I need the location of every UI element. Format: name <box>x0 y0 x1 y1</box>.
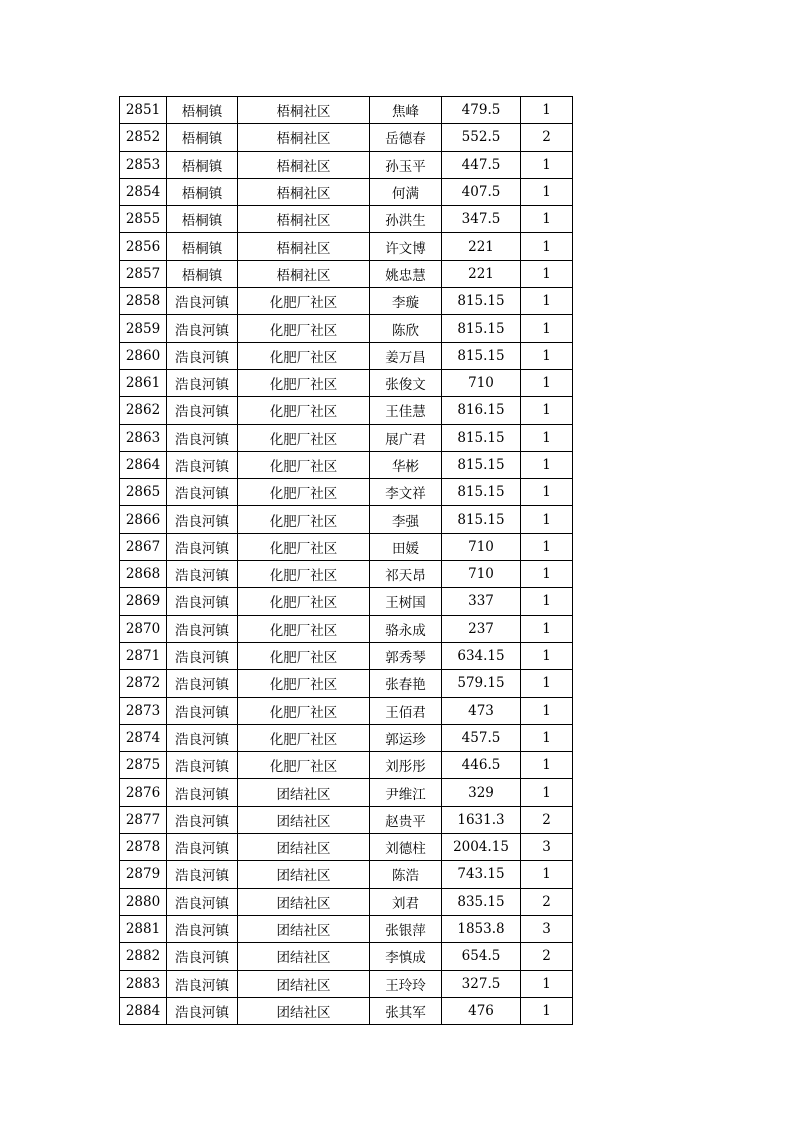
count-cell: 1 <box>521 479 573 506</box>
community-cell: 团结社区 <box>238 806 370 833</box>
community-cell: 团结社区 <box>238 779 370 806</box>
town-cell: 浩良河镇 <box>167 424 238 451</box>
town-cell: 浩良河镇 <box>167 861 238 888</box>
table-row <box>120 834 573 861</box>
community-cell: 化肥厂社区 <box>238 642 370 669</box>
town-cell: 浩良河镇 <box>167 752 238 779</box>
community-cell: 梧桐社区 <box>238 151 370 178</box>
name-cell: 王树国 <box>370 588 442 615</box>
community-cell: 团结社区 <box>238 943 370 970</box>
count-cell: 1 <box>521 997 573 1024</box>
town-cell: 浩良河镇 <box>167 970 238 997</box>
amount-cell: 815.15 <box>442 451 521 478</box>
amount-cell: 221 <box>442 260 521 287</box>
community-cell: 梧桐社区 <box>238 124 370 151</box>
amount-cell: 815.15 <box>442 506 521 533</box>
row-number-cell: 2857 <box>120 260 167 287</box>
town-cell: 梧桐镇 <box>167 97 238 124</box>
count-cell: 1 <box>521 615 573 642</box>
row-number-cell: 2866 <box>120 506 167 533</box>
community-cell: 梧桐社区 <box>238 97 370 124</box>
row-number-cell: 2871 <box>120 642 167 669</box>
town-cell: 浩良河镇 <box>167 806 238 833</box>
town-cell: 梧桐镇 <box>167 233 238 260</box>
name-cell: 陈欣 <box>370 315 442 342</box>
community-cell: 化肥厂社区 <box>238 724 370 751</box>
count-cell: 1 <box>521 206 573 233</box>
table-row <box>120 997 573 1024</box>
table-row <box>120 260 573 287</box>
town-cell: 浩良河镇 <box>167 479 238 506</box>
town-cell: 浩良河镇 <box>167 834 238 861</box>
name-cell: 骆永成 <box>370 615 442 642</box>
town-cell: 浩良河镇 <box>167 997 238 1024</box>
community-cell: 化肥厂社区 <box>238 288 370 315</box>
name-cell: 姜万昌 <box>370 342 442 369</box>
community-cell: 梧桐社区 <box>238 178 370 205</box>
count-cell: 1 <box>521 342 573 369</box>
table-row <box>120 315 573 342</box>
count-cell: 1 <box>521 451 573 478</box>
row-number-cell: 2874 <box>120 724 167 751</box>
town-cell: 浩良河镇 <box>167 561 238 588</box>
table-row <box>120 288 573 315</box>
community-cell: 化肥厂社区 <box>238 561 370 588</box>
name-cell: 祁天昂 <box>370 561 442 588</box>
count-cell: 1 <box>521 260 573 287</box>
town-cell: 浩良河镇 <box>167 670 238 697</box>
community-cell: 梧桐社区 <box>238 233 370 260</box>
amount-cell: 473 <box>442 697 521 724</box>
count-cell: 2 <box>521 124 573 151</box>
name-cell: 华彬 <box>370 451 442 478</box>
table-row <box>120 479 573 506</box>
table-row <box>120 369 573 396</box>
amount-cell: 446.5 <box>442 752 521 779</box>
amount-cell: 2004.15 <box>442 834 521 861</box>
town-cell: 浩良河镇 <box>167 397 238 424</box>
town-cell: 浩良河镇 <box>167 888 238 915</box>
town-cell: 梧桐镇 <box>167 124 238 151</box>
amount-cell: 329 <box>442 779 521 806</box>
name-cell: 尹维江 <box>370 779 442 806</box>
table-row <box>120 806 573 833</box>
row-number-cell: 2864 <box>120 451 167 478</box>
row-number-cell: 2868 <box>120 561 167 588</box>
name-cell: 郭秀琴 <box>370 642 442 669</box>
community-cell: 化肥厂社区 <box>238 697 370 724</box>
count-cell: 1 <box>521 369 573 396</box>
row-number-cell: 2855 <box>120 206 167 233</box>
table-row <box>120 915 573 942</box>
town-cell: 浩良河镇 <box>167 369 238 396</box>
row-number-cell: 2856 <box>120 233 167 260</box>
table-row <box>120 124 573 151</box>
count-cell: 1 <box>521 233 573 260</box>
table-row <box>120 642 573 669</box>
table-row <box>120 752 573 779</box>
row-number-cell: 2852 <box>120 124 167 151</box>
count-cell: 3 <box>521 834 573 861</box>
count-cell: 1 <box>521 670 573 697</box>
community-cell: 团结社区 <box>238 997 370 1024</box>
count-cell: 1 <box>521 506 573 533</box>
town-cell: 浩良河镇 <box>167 451 238 478</box>
amount-cell: 1631.3 <box>442 806 521 833</box>
table-row <box>120 697 573 724</box>
row-number-cell: 2853 <box>120 151 167 178</box>
amount-cell: 552.5 <box>442 124 521 151</box>
name-cell: 展广君 <box>370 424 442 451</box>
table-row <box>120 561 573 588</box>
row-number-cell: 2875 <box>120 752 167 779</box>
name-cell: 陈浩 <box>370 861 442 888</box>
community-cell: 化肥厂社区 <box>238 451 370 478</box>
amount-cell: 327.5 <box>442 970 521 997</box>
town-cell: 浩良河镇 <box>167 915 238 942</box>
name-cell: 刘彤彤 <box>370 752 442 779</box>
count-cell: 1 <box>521 642 573 669</box>
row-number-cell: 2881 <box>120 915 167 942</box>
community-cell: 化肥厂社区 <box>238 424 370 451</box>
community-cell: 化肥厂社区 <box>238 533 370 560</box>
row-number-cell: 2883 <box>120 970 167 997</box>
table-row <box>120 970 573 997</box>
row-number-cell: 2858 <box>120 288 167 315</box>
amount-cell: 457.5 <box>442 724 521 751</box>
community-cell: 团结社区 <box>238 834 370 861</box>
name-cell: 王佳慧 <box>370 397 442 424</box>
town-cell: 梧桐镇 <box>167 206 238 233</box>
amount-cell: 479.5 <box>442 97 521 124</box>
amount-cell: 447.5 <box>442 151 521 178</box>
town-cell: 浩良河镇 <box>167 779 238 806</box>
community-cell: 化肥厂社区 <box>238 369 370 396</box>
data-table <box>119 96 573 1025</box>
name-cell: 赵贵平 <box>370 806 442 833</box>
count-cell: 1 <box>521 178 573 205</box>
table-row <box>120 861 573 888</box>
name-cell: 田媛 <box>370 533 442 560</box>
name-cell: 许文博 <box>370 233 442 260</box>
amount-cell: 815.15 <box>442 424 521 451</box>
row-number-cell: 2854 <box>120 178 167 205</box>
row-number-cell: 2876 <box>120 779 167 806</box>
community-cell: 梧桐社区 <box>238 260 370 287</box>
town-cell: 梧桐镇 <box>167 260 238 287</box>
community-cell: 梧桐社区 <box>238 206 370 233</box>
row-number-cell: 2877 <box>120 806 167 833</box>
row-number-cell: 2862 <box>120 397 167 424</box>
amount-cell: 579.15 <box>442 670 521 697</box>
town-cell: 梧桐镇 <box>167 151 238 178</box>
town-cell: 浩良河镇 <box>167 615 238 642</box>
count-cell: 1 <box>521 588 573 615</box>
amount-cell: 634.15 <box>442 642 521 669</box>
row-number-cell: 2872 <box>120 670 167 697</box>
amount-cell: 337 <box>442 588 521 615</box>
count-cell: 1 <box>521 533 573 560</box>
count-cell: 1 <box>521 151 573 178</box>
count-cell: 3 <box>521 915 573 942</box>
community-cell: 团结社区 <box>238 915 370 942</box>
table-row <box>120 206 573 233</box>
table-row <box>120 233 573 260</box>
community-cell: 化肥厂社区 <box>238 588 370 615</box>
table-row <box>120 888 573 915</box>
amount-cell: 710 <box>442 369 521 396</box>
amount-cell: 815.15 <box>442 315 521 342</box>
name-cell: 孙玉平 <box>370 151 442 178</box>
amount-cell: 221 <box>442 233 521 260</box>
row-number-cell: 2878 <box>120 834 167 861</box>
amount-cell: 1853.8 <box>442 915 521 942</box>
amount-cell: 743.15 <box>442 861 521 888</box>
name-cell: 张其军 <box>370 997 442 1024</box>
name-cell: 王玲玲 <box>370 970 442 997</box>
count-cell: 2 <box>521 888 573 915</box>
row-number-cell: 2879 <box>120 861 167 888</box>
name-cell: 王佰君 <box>370 697 442 724</box>
amount-cell: 710 <box>442 533 521 560</box>
count-cell: 1 <box>521 315 573 342</box>
name-cell: 李强 <box>370 506 442 533</box>
count-cell: 1 <box>521 724 573 751</box>
name-cell: 姚忠慧 <box>370 260 442 287</box>
town-cell: 浩良河镇 <box>167 724 238 751</box>
table-row <box>120 151 573 178</box>
table-row <box>120 533 573 560</box>
count-cell: 1 <box>521 752 573 779</box>
community-cell: 化肥厂社区 <box>238 479 370 506</box>
table-row <box>120 724 573 751</box>
name-cell: 郭运珍 <box>370 724 442 751</box>
town-cell: 浩良河镇 <box>167 533 238 560</box>
community-cell: 团结社区 <box>238 888 370 915</box>
count-cell: 1 <box>521 424 573 451</box>
row-number-cell: 2882 <box>120 943 167 970</box>
name-cell: 张俊文 <box>370 369 442 396</box>
count-cell: 1 <box>521 97 573 124</box>
name-cell: 何满 <box>370 178 442 205</box>
town-cell: 浩良河镇 <box>167 506 238 533</box>
row-number-cell: 2860 <box>120 342 167 369</box>
table-row <box>120 97 573 124</box>
table-row <box>120 943 573 970</box>
name-cell: 岳德春 <box>370 124 442 151</box>
table-row <box>120 397 573 424</box>
row-number-cell: 2867 <box>120 533 167 560</box>
table-row <box>120 779 573 806</box>
town-cell: 梧桐镇 <box>167 178 238 205</box>
town-cell: 浩良河镇 <box>167 342 238 369</box>
amount-cell: 237 <box>442 615 521 642</box>
table-row <box>120 588 573 615</box>
row-number-cell: 2884 <box>120 997 167 1024</box>
town-cell: 浩良河镇 <box>167 315 238 342</box>
amount-cell: 835.15 <box>442 888 521 915</box>
row-number-cell: 2880 <box>120 888 167 915</box>
table-row <box>120 424 573 451</box>
community-cell: 化肥厂社区 <box>238 670 370 697</box>
row-number-cell: 2870 <box>120 615 167 642</box>
name-cell: 张春艳 <box>370 670 442 697</box>
amount-cell: 815.15 <box>442 479 521 506</box>
name-cell: 孙洪生 <box>370 206 442 233</box>
community-cell: 化肥厂社区 <box>238 752 370 779</box>
row-number-cell: 2865 <box>120 479 167 506</box>
town-cell: 浩良河镇 <box>167 288 238 315</box>
name-cell: 李璇 <box>370 288 442 315</box>
community-cell: 化肥厂社区 <box>238 342 370 369</box>
count-cell: 1 <box>521 561 573 588</box>
count-cell: 1 <box>521 779 573 806</box>
count-cell: 2 <box>521 806 573 833</box>
table-row <box>120 506 573 533</box>
table-row <box>120 342 573 369</box>
community-cell: 化肥厂社区 <box>238 315 370 342</box>
row-number-cell: 2859 <box>120 315 167 342</box>
count-cell: 1 <box>521 397 573 424</box>
row-number-cell: 2863 <box>120 424 167 451</box>
community-cell: 化肥厂社区 <box>238 615 370 642</box>
community-cell: 团结社区 <box>238 970 370 997</box>
amount-cell: 476 <box>442 997 521 1024</box>
amount-cell: 815.15 <box>442 288 521 315</box>
name-cell: 张银萍 <box>370 915 442 942</box>
town-cell: 浩良河镇 <box>167 697 238 724</box>
table-body <box>120 97 573 1025</box>
row-number-cell: 2873 <box>120 697 167 724</box>
count-cell: 1 <box>521 861 573 888</box>
town-cell: 浩良河镇 <box>167 588 238 615</box>
amount-cell: 347.5 <box>442 206 521 233</box>
amount-cell: 816.15 <box>442 397 521 424</box>
town-cell: 浩良河镇 <box>167 943 238 970</box>
name-cell: 焦峰 <box>370 97 442 124</box>
count-cell: 2 <box>521 943 573 970</box>
town-cell: 浩良河镇 <box>167 642 238 669</box>
table-row <box>120 670 573 697</box>
name-cell: 李慎成 <box>370 943 442 970</box>
count-cell: 1 <box>521 288 573 315</box>
count-cell: 1 <box>521 697 573 724</box>
name-cell: 刘德柱 <box>370 834 442 861</box>
amount-cell: 654.5 <box>442 943 521 970</box>
community-cell: 团结社区 <box>238 861 370 888</box>
name-cell: 李文祥 <box>370 479 442 506</box>
table-row <box>120 451 573 478</box>
name-cell: 刘君 <box>370 888 442 915</box>
amount-cell: 710 <box>442 561 521 588</box>
row-number-cell: 2851 <box>120 97 167 124</box>
table-row <box>120 615 573 642</box>
row-number-cell: 2869 <box>120 588 167 615</box>
amount-cell: 407.5 <box>442 178 521 205</box>
table-row <box>120 178 573 205</box>
row-number-cell: 2861 <box>120 369 167 396</box>
count-cell: 1 <box>521 970 573 997</box>
amount-cell: 815.15 <box>442 342 521 369</box>
community-cell: 化肥厂社区 <box>238 506 370 533</box>
community-cell: 化肥厂社区 <box>238 397 370 424</box>
